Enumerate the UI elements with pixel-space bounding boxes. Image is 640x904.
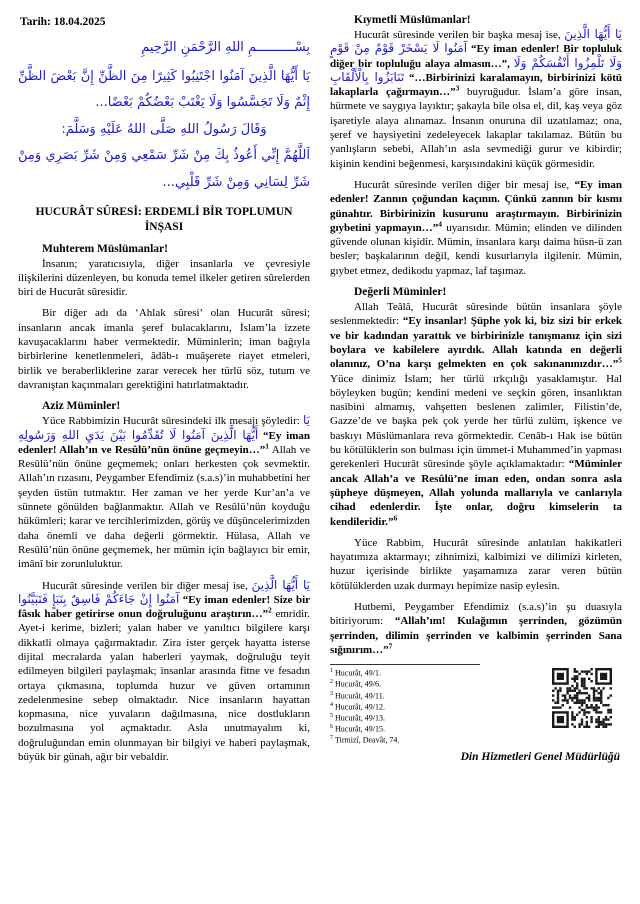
footnote-number: 4 xyxy=(330,701,333,708)
footnote-number: 3 xyxy=(330,690,333,697)
footnote-item xyxy=(330,691,530,702)
footnote-item xyxy=(330,735,530,746)
page-title: HUCURÂT SÛRESİ: ERDEMLİ BİR TOPLUMUN İNŞASI xyxy=(35,205,293,233)
right-column xyxy=(330,14,622,771)
paragraph: İnsanın; yaratıcısıyla, diğer insanlarla ve çevresiyle ilişkilerini düzenleyen, bu konuda temel ilkeler getiren sûrelerden biri de Hucurât sûresidir. xyxy=(18,257,310,299)
opening-verse-arabic: يَا أَيُّهَا الَّذِينَ آمَنُوا اجْتَنِبُوا كَثِيرًا مِنَ الظَّنِّ إِنَّ بَعْضَ الظَّنِّ إِثْمٌ وَلَا تَجَسَّسُوا وَلَا يَغْتَبْ بَعْضُكُمْ بَعْضًا... xyxy=(18,68,310,111)
footnote-number: 2 xyxy=(330,679,333,686)
section-heading-aziz: Aziz Müminler! xyxy=(42,400,121,413)
footnote-list xyxy=(330,664,530,746)
footnote-text: Hucurât, 49/12. xyxy=(335,702,385,712)
opening-dua-arabic: اَللَّهُمَّ إِنِّي أَعُوذُ بِكَ مِنْ شَرِّ سَمْعِي وَمِنْ شَرِّ بَصَرِي وَمِنْ شَرِّ لِسَانِي وَمِنْ شَرِّ قَلْبِي... xyxy=(18,148,310,191)
paragraph: Allah Teâlâ, Hucurât sûresinde bütün insanlara şöyle seslenmektedir: “Ey insanlar! Şüphe yok ki, biz sizi bir erkek ve bir kadından yarattık ve birbirinizle tanışmanız için sizi boylara ve kabilelere ayırdık. Allah katında en değerli olanınız, O’na karşı gelmekten en çok sakınanınızdır…”$^5$ Yüce dinimiz İslam; her türlü ırkçılığı yasaklamıştır. Hal böyleyken bugün; kendini medeni ve seçkin gören, insanlıktan nasibini almamış, vahşetten beslenen zalimler, Filistin’de, Gazze’de ve başka pek çok yerde her türlü zulüm, işkence ve baskıyı Müslümanlara reva görmektedir. Cenâb-ı Hak ise bütün bu kötülüklerin son bulması için ümmet-i Muhammed’in yapması gerekenleri Hucurât sûresinde şöyle açıklamaktadır: “Müminler ancak Allah’a ve Resûlü’ne iman eden, ondan sonra asla şüpheye düşmeyen, Allah yolunda mallarıyla ve canlarıyla cihad edenlerdir. İşte onlar, doğru kimselerin ta kendileridir.”$^6$ xyxy=(330,301,622,528)
footnote-number: 6 xyxy=(330,724,333,731)
paragraph: Hucurât sûresinde verilen bir başka mesaj ise, يَا أَيُّهَا الَّذِينَ آمَنُوا لَا يَسْخَرْ قَوْمٌ مِنْ قَوْمٍ “Ey iman edenler! Bir topluluk diğer bir topluluğu alaya almasın…”, وَلَا تَلْمِزُوا أَنْفُسَكُمْ وَلَا تَنَابَزُوا بِالْأَلْقَابِ “…Birbirinizi karalamayın, birbirinizi kötü lakaplarla çağırmayın…”$^3$ buyruğudur. İslam’a göre insan, hürmete ve saygıya layıktır; şakayla bile olsa el, dil, kaş veya göz işaretiyle alaya alınamaz. İnsanın onuruna dil uzatılamaz; ona, şeref ve haysiyetini zedeleyecek lakaplar takılamaz. Bütün bu yanlışların sebebi, Allah’ın asla sevmediği gurur ve kibirdir; kişinin kendini beğenmesi, karşısındakini küçük görmesidir. xyxy=(330,27,623,170)
footnote-area xyxy=(330,664,622,746)
date-label: Tarih: 18.04.2025 xyxy=(20,16,106,28)
section-heading-degerli: Değerli Müminler! xyxy=(354,286,447,299)
footnote-number: 5 xyxy=(330,712,333,719)
footnote-separator xyxy=(330,664,480,665)
footnote-text: Tirmizî, Deavât, 74. xyxy=(335,736,400,746)
paragraph: Yüce Rabbim, Hucurât sûresinde anlatılan hakikatleri hayatımıza aktarmayı; zihnimizi, kalbimizi ve dilimizi kirleten, huzur içerisinde birlikte yaşamamıza zarar veren bütün kötülüklerden uzak durmayı hepimize nasip eylesin. xyxy=(330,536,622,592)
footnote-text: Hucurât, 49/13. xyxy=(335,713,385,723)
footnote-number: 7 xyxy=(330,735,333,742)
footnote-text: Hucurât, 49/1. xyxy=(335,668,381,678)
footnote-item xyxy=(330,679,530,690)
signature: Din Hizmetleri Genel Müdürlüğü xyxy=(460,750,620,763)
footnote-text: Hucurât, 49/15. xyxy=(335,724,385,734)
paragraph: Hucurât sûresinde verilen bir diğer mesaj ise, يَا أَيُّهَا الَّذِينَ آمَنُوا إِنْ جَاءَكُمْ فَاسِقٌ بِنَبَإٍ فَتَبَيَّنُوا “Ey iman edenler! Size bir fâsık haber getirirse onun doğruluğunu araştırın…”$^2$ emridir. Ayet-i kerime, bizleri; yalan haber ve yanıltıcı bilgilere karşı dikkatli olmaya çağırmaktadır. Zira ister gerçek hayatta isterse dijital mecralarda yalan haberleri yaymak, doğruluğu teyit edilmeyen bilgileri paylaşmak; insanlar arasında fitne ve fesadın ortaya çıkmasına, toplumda huzur ve güven ortamının zedelenmesine sebep olmaktadır. Nice insanların hayattan kopmasına, nice yuvaların dağılmasına, nice dostlukların bozulmasına yol açmaktadır. Asla unutmayalım ki, doğruluğundan emin olunmayan bir bilgiyi ve haberi paylaşmak, büyük bir günah, ağır bir vebaldir. xyxy=(18,577,311,764)
hadith-intro-arabic: وَقَالَ رَسُولُ اللهِ صَلَّى اللهُ عَلَيْهِ وَسَلَّمَ: xyxy=(61,121,267,137)
section-heading-muhterem: Muhterem Müslümanlar! xyxy=(42,242,168,255)
paragraph: Yüce Rabbimizin Hucurât sûresindeki ilk mesajı şöyledir: يَا أَيُّهَا الَّذِينَ آمَنُوا لَا تُقَدِّمُوا بَيْنَ يَدَيِ اللهِ وَرَسُولِهِ “Ey iman edenler! Allah’ın ve Resûlü’nün önüne geçmeyin…”$^1$ Allah ve Resûlü’nün önüne geçmemek; onları herkesten çok sevmektir. Allah’ın rızasını, Peygamber Efendimiz (s.a.s)’in muhabbetini her şeyden üstün tutmaktır. Her zaman ve her yerde Kur’an’a ve sünnete gönülden bağlanmaktır. Allah ve Resûlü’nün koyduğu hükümleri; karar ve tercihlerimizden, görüş ve düşüncelerimizden daha önemli ve daha değerli görmektir. Hülasa, Allah ve Resûlü’nün önüne geçmemek, her mümin için bağlayıcı bir emir, imânî bir zorunluluktur. xyxy=(18,413,310,571)
footnote-item xyxy=(330,702,530,713)
footnote-number: 1 xyxy=(330,668,333,675)
footnote-item xyxy=(330,713,530,724)
paragraph: Hucurât sûresinde verilen diğer bir mesaj ise, “Ey iman edenler! Zannın çoğundan kaçının. Çünkü zannın bir kısmı günahtır. Birbirinizin kusurunu araştırmayın. Birbirinizin gıybetini yapmayın…”$^4$ uyarısıdır. Mümin; elinden ve dilinden güvende olunan kişidir. Mümin, insanlara karşı daima hüsn-ü zan besler; başkalarının değil, kendi kusurlarıyla ilgilenir. Mümin, gıybet etmez, dedikodu yapmaz, laf taşımaz. xyxy=(330,178,622,277)
section-heading-kiymetli: Kıymetli Müslümanlar! xyxy=(354,14,471,26)
footnote-item xyxy=(330,724,530,735)
left-column xyxy=(18,14,310,771)
footnote-text: Hucurât, 49/11. xyxy=(335,691,385,701)
qr-code xyxy=(552,668,612,728)
two-column-layout xyxy=(18,14,622,771)
footnote-item xyxy=(330,668,530,679)
footnote-text: Hucurât, 49/6. xyxy=(335,680,381,690)
paragraph: Bir diğer adı da ‘Ahlak sûresi’ olan Hucurât sûresi; insanların ancak imanla şeref bulacaklarını, İslam’la izzete kavuşacaklarını haber vermektedir. Müminlerin; iman bağıyla birbirlerine kenetlenmeleri, âdâb-ı muâşerete riayet etmeleri, birlik ve beraberliklerine zarar verecek her türlü söz, tutum ve davranıştan kaçınmaları gerektiğini hatırlatmaktadır. xyxy=(18,307,310,391)
basmala-calligraphy: بِسْــــــــــمِ اللهِ الرَّحْمَنِ الرَّحِيمِ xyxy=(141,40,310,55)
paragraph: Hutbemi, Peygamber Efendimiz (s.a.s)’in şu duasıyla bitiriyorum: “Allah’ım! Kulağımın şerrinden, gözümün şerrinden, dilimin şerrinden ve kalbimin şerrinden Sana sığınırım…”$^7$ xyxy=(330,600,622,656)
